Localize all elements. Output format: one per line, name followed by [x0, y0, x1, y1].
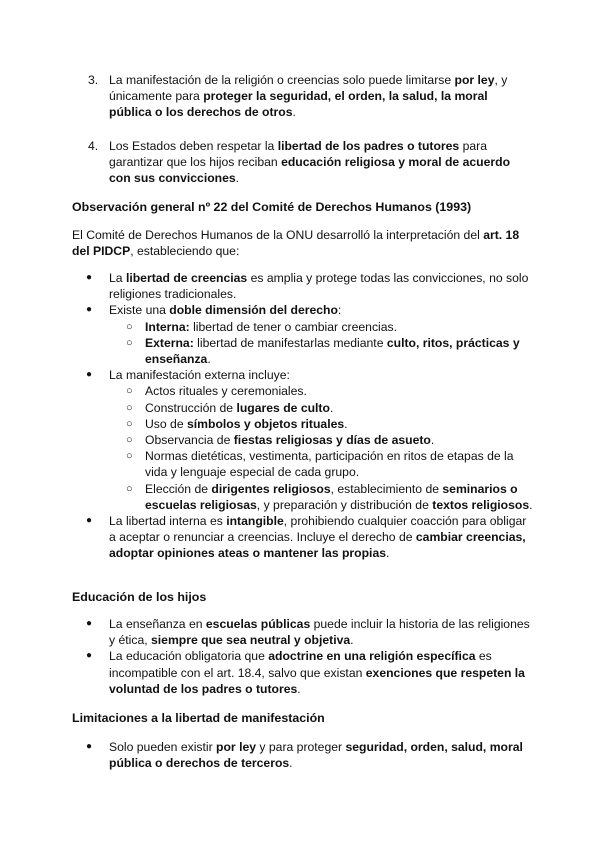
sub-bullet-text [145, 417, 348, 431]
bold-text: textos religiosos [432, 497, 530, 512]
bullet-item [72, 513, 534, 562]
bold-text: Externa: [145, 335, 194, 350]
sub-bullet-text [145, 336, 520, 366]
numbered-item-3 [72, 72, 532, 121]
bold-text: fiestas religiosas y días de asueto [233, 433, 431, 448]
sub-bullet-icon: ○ [126, 385, 133, 398]
text-run: . [289, 756, 293, 771]
text-run: . [292, 105, 296, 120]
text-run: : [337, 303, 342, 318]
bullet-text [109, 368, 290, 382]
bullet-icon: ● [86, 304, 93, 316]
bold-text: culto, ritos, prácticas y enseñanza [145, 335, 520, 367]
heading-limitaciones: Limitaciones a la libertad de manifestación [72, 711, 325, 725]
sub-bullet-icon: ○ [126, 434, 133, 447]
bullet-item [72, 270, 534, 302]
text-run: La manifestación externa incluye: [109, 368, 290, 383]
bold-text: escuelas públicas [205, 617, 311, 631]
bold-text: exenciones que respeten la voluntad de los padres o tutores [109, 665, 525, 696]
bold-text: dirigentes religiosos [211, 481, 331, 496]
text-run: La manifestación de la religión o creencias solo puede limitarse [109, 73, 455, 87]
intro-paragraph [72, 227, 534, 259]
text-run: Construcción de [145, 400, 237, 415]
text-run: . [430, 433, 435, 448]
text-run: . [329, 400, 334, 415]
bold-text: Interna: [145, 319, 190, 334]
heading-observacion-general: Observación general nº 22 del Comité de Derechos Humanos (1993) [72, 200, 472, 214]
bullet-item [72, 367, 534, 383]
bullet-item [72, 302, 534, 318]
sub-bullet-item [72, 400, 534, 416]
bold-text: libertad de creencias [125, 271, 248, 285]
text-run: , establecimiento de [330, 481, 443, 496]
sub-bullet-icon: ○ [126, 336, 133, 349]
bullet-item [72, 616, 534, 648]
bullet-text [109, 514, 526, 560]
sub-bullet-item [72, 481, 534, 513]
text-run: . [386, 546, 390, 561]
edu-bullet-list [72, 616, 534, 697]
bullet-item [72, 648, 534, 697]
text-run: , y únicamente para [109, 73, 508, 104]
sub-bullet-icon: ○ [126, 401, 133, 414]
sub-bullet-item [72, 335, 534, 367]
bullet-item [72, 739, 534, 771]
sub-bullet-icon: ○ [126, 320, 133, 333]
bold-text: por ley [216, 740, 257, 754]
item-number: 3. [88, 73, 99, 87]
text-run: , y preparación y distribución de [256, 497, 433, 512]
text-run: Existe una [109, 303, 170, 318]
sub-bullet-icon: ○ [126, 417, 133, 430]
bullet-icon: ● [86, 515, 93, 527]
text-run: . [207, 352, 211, 367]
bullet-icon: ● [86, 369, 93, 381]
bold-text: seminarios o escuelas religiosas [145, 481, 518, 512]
text-run: para garantizar que los hijos reciban [109, 138, 487, 169]
sub-bullet-item [72, 383, 534, 399]
text-run: Observancia de [145, 433, 234, 448]
text-run: La [109, 271, 126, 285]
bold-text: adoctrine en una religión específica [268, 649, 476, 664]
bullet-icon: ● [86, 650, 93, 662]
sub-bullet-item [72, 319, 534, 335]
sub-bullet-text [145, 433, 434, 447]
sub-bullet-text [145, 449, 514, 479]
sub-bullet-item [72, 432, 534, 448]
bullet-text [109, 740, 523, 770]
bullet-icon: ● [86, 272, 93, 283]
text-run: La enseñanza en [109, 617, 206, 631]
text-run: . [297, 681, 301, 696]
sub-bullet-item [72, 448, 534, 480]
text-run: Uso de [145, 416, 188, 431]
bullet-icon: ● [86, 741, 93, 752]
text-run: . [350, 633, 354, 648]
sub-bullet-text [145, 320, 397, 334]
item-number: 4. [88, 138, 99, 153]
text-run: Elección de [145, 481, 212, 496]
bold-text: intangible [226, 514, 284, 529]
text-run: . [235, 171, 240, 186]
bold-text: seguridad, orden, salud, moral pública o derechos de terceros [109, 740, 523, 771]
text-run: libertad de tener o cambiar creencias. [189, 319, 397, 334]
bold-text: símbolos y objetos rituales [187, 416, 345, 431]
bold-text: siempre que sea neutral y objetiva [151, 633, 351, 648]
bullet-icon: ● [86, 618, 93, 629]
bullet-text [109, 303, 341, 317]
bold-text: cambiar creencias, adoptar opiniones ateas o mantener las propias [109, 530, 526, 561]
bold-text: proteger la seguridad, el orden, la salud, la moral pública o los derechos de otros [109, 89, 488, 120]
text-run: , estableciendo que: [130, 244, 240, 259]
text-run: Solo pueden existir [109, 740, 217, 754]
text-run: Normas dietéticas, vestimenta, participación en ritos de etapas de la vida y lenguaje especial de cada grupo. [145, 449, 514, 480]
bold-text: por ley [454, 73, 495, 87]
text-run: Los Estados deben respetar la [109, 138, 278, 153]
sub-bullet-text [145, 401, 333, 415]
text-run: La libertad interna es [109, 514, 227, 529]
text-run: libertad de manifestarlas mediante [193, 335, 387, 350]
numbered-item-4 [72, 138, 532, 187]
bold-text: lugares de culto [236, 400, 330, 415]
bullet-text [109, 649, 525, 695]
text-run: y para proteger [256, 740, 346, 754]
bullet-text [109, 271, 528, 301]
heading-educacion: Educación de los hijos [72, 590, 207, 604]
text-run: La educación obligatoria que [109, 649, 269, 664]
text-run: El Comité de Derechos Humanos de la ONU desarrolló la interpretación del [72, 228, 484, 242]
text-run: es incompatible con el art. 18.4, salvo que existan [109, 649, 492, 680]
lim-bullet-list [72, 739, 534, 771]
og-bullet-list [72, 270, 534, 562]
sub-bullet-icon: ○ [126, 482, 133, 495]
sub-bullet-text [145, 482, 533, 512]
sub-bullet-item [72, 416, 534, 432]
bold-text: libertad de los padres o tutores [277, 138, 460, 153]
numbered-list [72, 72, 532, 186]
text-run: . [529, 497, 533, 512]
text-run: Actos rituales y ceremoniales. [145, 384, 307, 399]
text-run: puede incluir la historia de las religiones y ética, [109, 617, 530, 648]
text-run: , prohibiendo cualquier coacción para obligar a aceptar o renunciar a creencias. Incluye el derecho de [109, 514, 527, 545]
bold-text: doble dimensión del derecho [169, 303, 338, 318]
bold-text: educación religiosa y moral de acuerdo con sus convicciones [109, 154, 511, 186]
sub-bullet-icon: ○ [126, 450, 133, 463]
bullet-text [109, 617, 530, 647]
text-run: es amplia y protege todas las convicciones, no solo religiones tradicionales. [109, 271, 529, 302]
text-run: . [344, 416, 348, 431]
bold-text: art. 18 del PIDCP [72, 228, 520, 259]
sub-bullet-text [145, 384, 307, 398]
